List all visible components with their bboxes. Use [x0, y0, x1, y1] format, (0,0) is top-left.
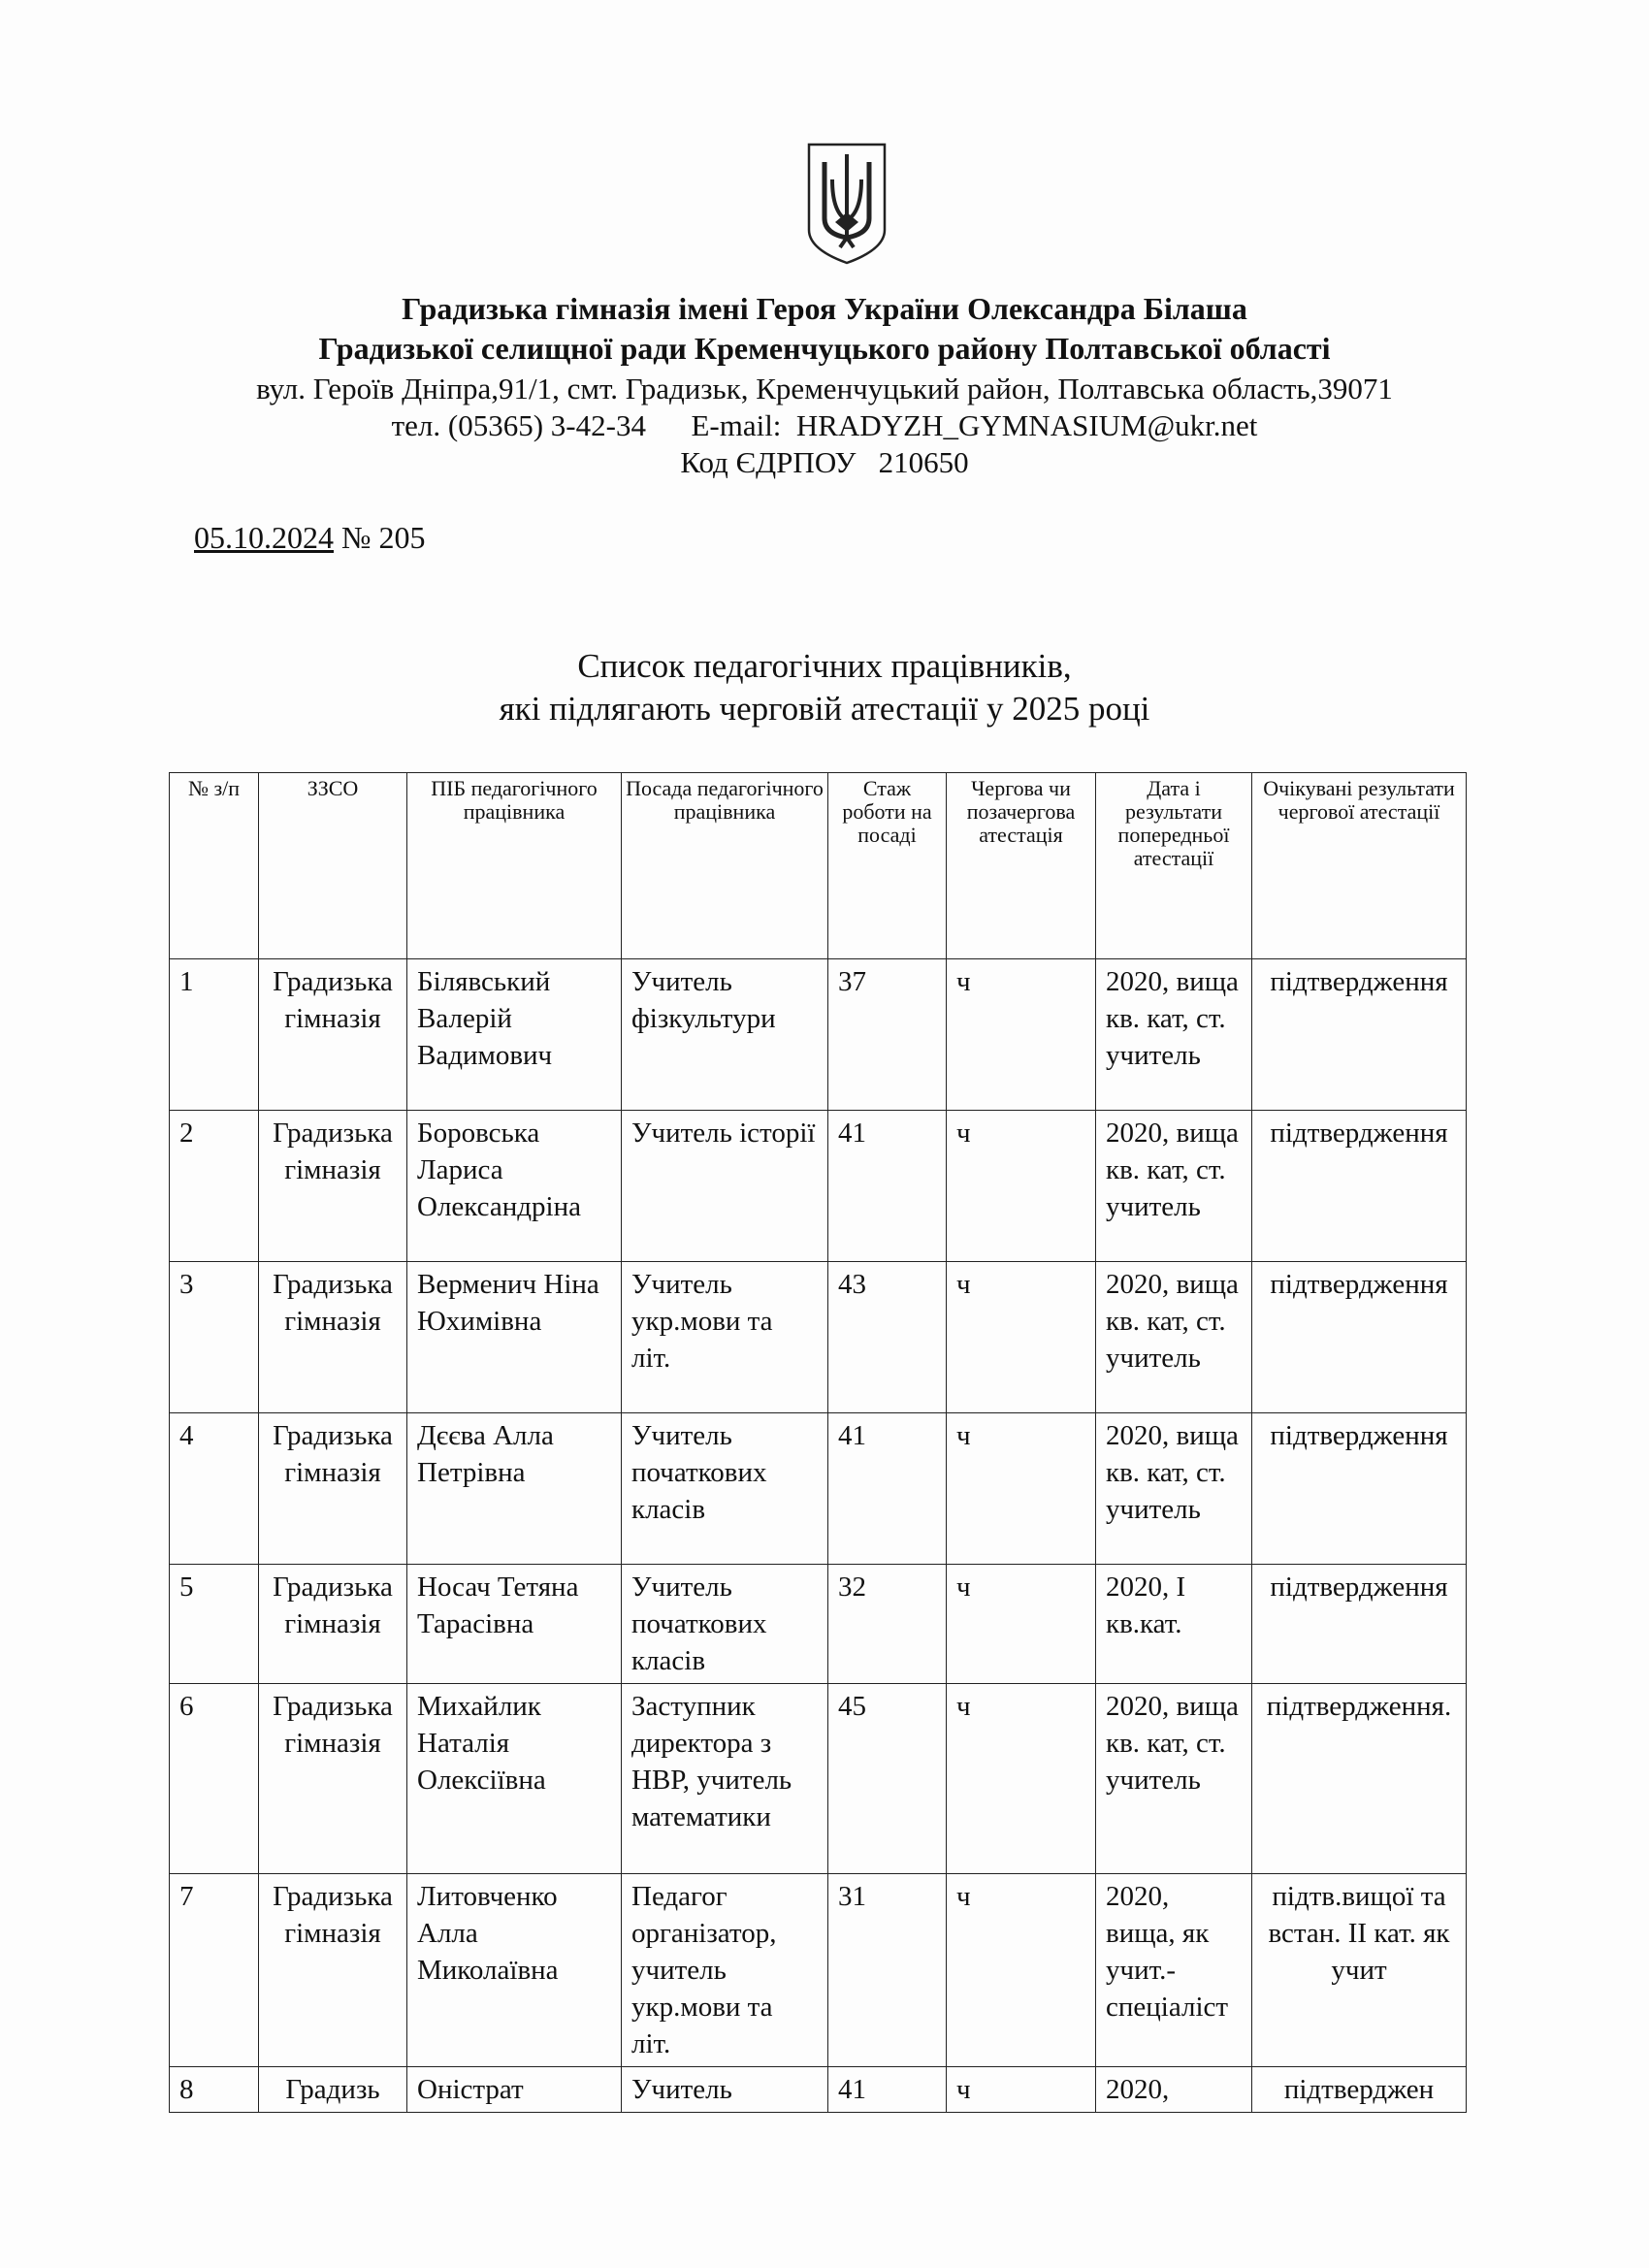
document-date: 05.10.2024 [194, 520, 334, 555]
cell-previous-attestation: 2020, вища кв. кат, ст. учитель [1096, 1262, 1252, 1413]
cell-attestation-type: ч [947, 959, 1096, 1111]
cell-school: Градизька гімназія [259, 1565, 407, 1684]
cell-school: Градизька гімназія [259, 1684, 407, 1874]
col-header-school: ЗЗСО [259, 773, 407, 959]
col-header-num: № з/п [170, 773, 259, 959]
cell-attestation-type: ч [947, 1684, 1096, 1874]
cell-num: 7 [170, 1874, 259, 2067]
document-title-line2: які підлягають черговій атестації у 2025 році [499, 690, 1150, 728]
col-header-previous-attestation: Дата і результати попередньої атестації [1096, 773, 1252, 959]
cell-previous-attestation: 2020, вища кв. кат, ст. учитель [1096, 1111, 1252, 1262]
cell-num: 8 [170, 2067, 259, 2113]
cell-name: Білявський Валерій Вадимович [407, 959, 622, 1111]
table-row [170, 1111, 1467, 1262]
staff-attestation-table [169, 772, 1467, 2113]
cell-name: Носач Тетяна Тарасівна [407, 1565, 622, 1684]
cell-expected-result: підтвердження. [1252, 1684, 1467, 1874]
cell-name: Оністрат [407, 2067, 622, 2113]
cell-previous-attestation: 2020, [1096, 2067, 1252, 2113]
cell-position: Заступник директора з НВР, учитель математики [622, 1684, 828, 1874]
cell-num: 6 [170, 1684, 259, 1874]
cell-experience: 45 [828, 1684, 947, 1874]
coat-of-arms-icon [803, 141, 890, 267]
cell-name: Дєєва Алла Петрівна [407, 1413, 622, 1565]
cell-position: Учитель [622, 2067, 828, 2113]
org-name-line2: Градизької селищної ради Кременчуцького району Полтавської області [318, 331, 1331, 366]
cell-experience: 41 [828, 1111, 947, 1262]
cell-attestation-type: ч [947, 2067, 1096, 2113]
cell-school: Градизь [259, 2067, 407, 2113]
cell-position: Учитель початкових класів [622, 1565, 828, 1684]
col-header-expected-result: Очікувані результати чергової атестації [1252, 773, 1467, 959]
cell-expected-result: підтвердження [1252, 1262, 1467, 1413]
org-edrpou: Код ЄДРПОУ 210650 [680, 445, 969, 479]
cell-previous-attestation: 2020, вища кв. кат, ст. учитель [1096, 1413, 1252, 1565]
table-row [170, 1262, 1467, 1413]
cell-previous-attestation: 2020, вища кв. кат, ст. учитель [1096, 1684, 1252, 1874]
cell-expected-result: підтвердження [1252, 1565, 1467, 1684]
cell-school: Градизька гімназія [259, 1413, 407, 1565]
cell-previous-attestation: 2020, І кв.кат. [1096, 1565, 1252, 1684]
cell-attestation-type: ч [947, 1111, 1096, 1262]
cell-expected-result: підтвердження [1252, 1111, 1467, 1262]
table-row [170, 1874, 1467, 2067]
cell-experience: 31 [828, 1874, 947, 2067]
cell-expected-result: підтвердження [1252, 1413, 1467, 1565]
table-row [170, 1413, 1467, 1565]
cell-expected-result: підтвердження [1252, 959, 1467, 1111]
cell-previous-attestation: 2020, вища кв. кат, ст. учитель [1096, 959, 1252, 1111]
document-number [194, 520, 426, 556]
cell-school: Градизька гімназія [259, 1874, 407, 2067]
cell-num: 1 [170, 959, 259, 1111]
org-contacts: тел. (05365) 3-42-34 E-mail: HRADYZH_GYMNASIUM@ukr.net [391, 408, 1258, 442]
cell-name: Верменич Ніна Юхимівна [407, 1262, 622, 1413]
org-address: вул. Героїв Дніпра,91/1, смт. Градизьк, Кременчуцький район, Полтавська область,39071 [256, 372, 1393, 405]
table-row [170, 1565, 1467, 1684]
cell-name: Литовченко Алла Миколаївна [407, 1874, 622, 2067]
col-header-experience: Стаж роботи на посаді [828, 773, 947, 959]
cell-num: 3 [170, 1262, 259, 1413]
col-header-name: ПІБ педагогічного працівника [407, 773, 622, 959]
cell-experience: 43 [828, 1262, 947, 1413]
cell-position: Учитель фізкультури [622, 959, 828, 1111]
cell-experience: 41 [828, 1413, 947, 1565]
cell-position: Учитель історії [622, 1111, 828, 1262]
col-header-position: Посада педагогічного працівника [622, 773, 828, 959]
cell-position: Учитель початкових класів [622, 1413, 828, 1565]
cell-num: 5 [170, 1565, 259, 1684]
document-title-line1: Список педагогічних працівників, [577, 647, 1072, 685]
cell-name: Боровська Лариса Олександріна [407, 1111, 622, 1262]
cell-school: Градизька гімназія [259, 1111, 407, 1262]
cell-expected-result: підтв.вищої та встан. ІІ кат. як учит [1252, 1874, 1467, 2067]
table-row [170, 1684, 1467, 1874]
cell-experience: 41 [828, 2067, 947, 2113]
cell-position: Педагог організатор, учитель укр.мови та літ. [622, 1874, 828, 2067]
cell-school: Градизька гімназія [259, 959, 407, 1111]
org-name-line1: Градизька гімназія імені Героя України Олександра Білаша [402, 291, 1247, 326]
table-row [170, 959, 1467, 1111]
cell-previous-attestation: 2020, вища, як учит.-спеціаліст [1096, 1874, 1252, 2067]
cell-num: 4 [170, 1413, 259, 1565]
cell-attestation-type: ч [947, 1262, 1096, 1413]
table-row [170, 2067, 1467, 2113]
col-header-attestation-type: Чергова чи позачергова атестація [947, 773, 1096, 959]
cell-expected-result: підтверджен [1252, 2067, 1467, 2113]
cell-name: Михайлик Наталія Олексіївна [407, 1684, 622, 1874]
cell-num: 2 [170, 1111, 259, 1262]
cell-school: Градизька гімназія [259, 1262, 407, 1413]
cell-experience: 37 [828, 959, 947, 1111]
cell-attestation-type: ч [947, 1413, 1096, 1565]
cell-attestation-type: ч [947, 1565, 1096, 1684]
table-header-row [170, 773, 1467, 959]
cell-experience: 32 [828, 1565, 947, 1684]
cell-attestation-type: ч [947, 1874, 1096, 2067]
cell-position: Учитель укр.мови та літ. [622, 1262, 828, 1413]
document-reg-number: № 205 [334, 520, 426, 555]
